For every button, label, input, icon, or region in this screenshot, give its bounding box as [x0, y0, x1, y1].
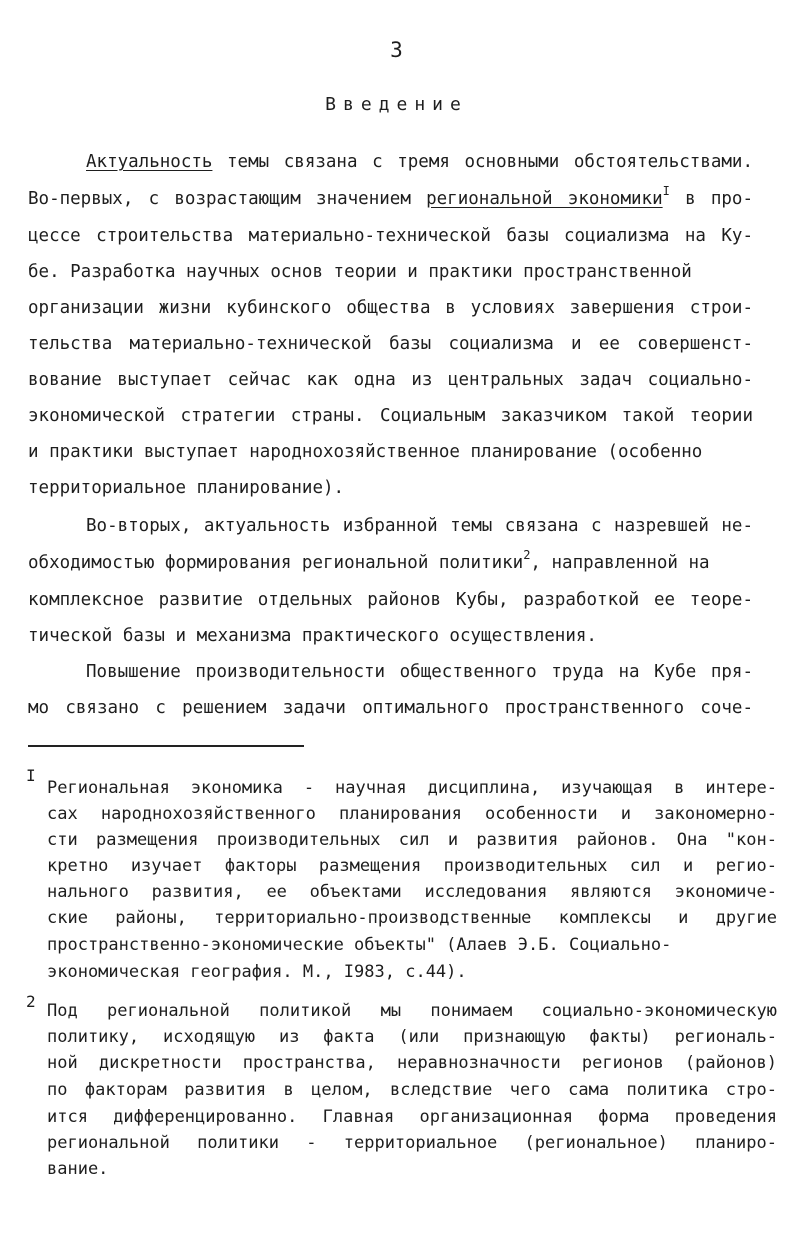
body-line: мо связано с решением задачи оптимального пространственного соче-: [28, 698, 753, 718]
body-line: Повышение производительности общественного труда на Кубе пря-: [86, 662, 753, 682]
body-line: организации жизни кубинского общества в условиях завершения строи-: [28, 298, 753, 318]
body-line: цессе строительства материально-технической базы социализма на Ку-: [28, 226, 753, 246]
body-line: вование выступает сейчас как одна из центральных задач социально-: [28, 370, 753, 390]
footnote-mark: I: [26, 766, 36, 785]
footnote-line: региональной политики - территориальное (региональное) планиро-: [47, 1133, 777, 1153]
body-line: бе. Разработка научных основ теории и практики пространственной: [28, 262, 692, 282]
body-line: территориальное планирование).: [28, 478, 345, 498]
footnote-line: кретно изучает факторы размещения производительных сил и регио-: [47, 856, 777, 876]
footnote-line: по факторам развития в целом, вследствие чего сама политика стро-: [47, 1080, 777, 1100]
text-run: обходимостью формирования региональной политики: [28, 553, 524, 573]
body-line: [86, 150, 753, 174]
underlined-term: Актуальность: [86, 152, 213, 172]
text-run: темы связана с тремя основными обстоятельствами.: [212, 152, 753, 172]
footnote-line: пространственно-экономические объекты" (Алаев Э.Б. Социально-: [47, 935, 672, 955]
footnote-line: экономическая география. М., I983, с.44).: [47, 962, 467, 982]
page-number: 3: [390, 38, 403, 62]
footnote-ref: 2: [523, 548, 531, 563]
footnote-line: нального развития, ее объектами исследования являются экономиче-: [47, 882, 777, 902]
body-line: Во-вторых, актуальность избранной темы связана с назревшей не-: [86, 516, 753, 536]
body-line: и практики выступает народнохозяйственное планирование (особенно: [28, 442, 703, 462]
section-heading: Введение: [325, 94, 468, 115]
footnote-line: политику, исходящую из факта (или признающую факты) региональ-: [47, 1027, 777, 1047]
footnote-separator: [28, 745, 304, 747]
text-run: , направленной на: [530, 553, 710, 573]
footnote-line: Под региональной политикой мы понимаем социально-экономическую: [47, 1001, 777, 1021]
footnote-ref: I: [662, 184, 670, 199]
footnote-line: ится дифференцированно. Главная организационная форма проведения: [47, 1107, 777, 1127]
body-line: [28, 184, 753, 211]
footnote-line: сах народнохозяйственного планирования особенности и закономерно-: [47, 804, 777, 824]
footnote-line: сти размещения производительных сил и развития районов. Она "кон-: [47, 830, 777, 850]
footnote-mark: 2: [26, 992, 36, 1011]
text-run: Во-первых, с возрастающим значением: [28, 189, 427, 209]
body-line: тельства материально-технической базы социализма и ее совершенст-: [28, 334, 753, 354]
footnote-line: ские районы, территориально-производственные комплексы и другие: [47, 908, 777, 928]
footnote-line: Региональная экономика - научная дисциплина, изучающая в интере-: [47, 778, 777, 798]
text-run: в про-: [669, 189, 753, 209]
underlined-term: региональной экономики: [426, 189, 663, 209]
footnote-line: ной дискретности пространства, неравнозначности регионов (районов): [47, 1053, 777, 1073]
body-line: тической базы и механизма практического осуществления.: [28, 626, 597, 646]
body-line: комплексное развитие отдельных районов Кубы, разработкой ее теоре-: [28, 590, 753, 610]
body-line: экономической стратегии страны. Социальным заказчиком такой теории: [28, 406, 753, 426]
footnote-line: вание.: [47, 1159, 109, 1179]
body-line: [28, 548, 710, 575]
